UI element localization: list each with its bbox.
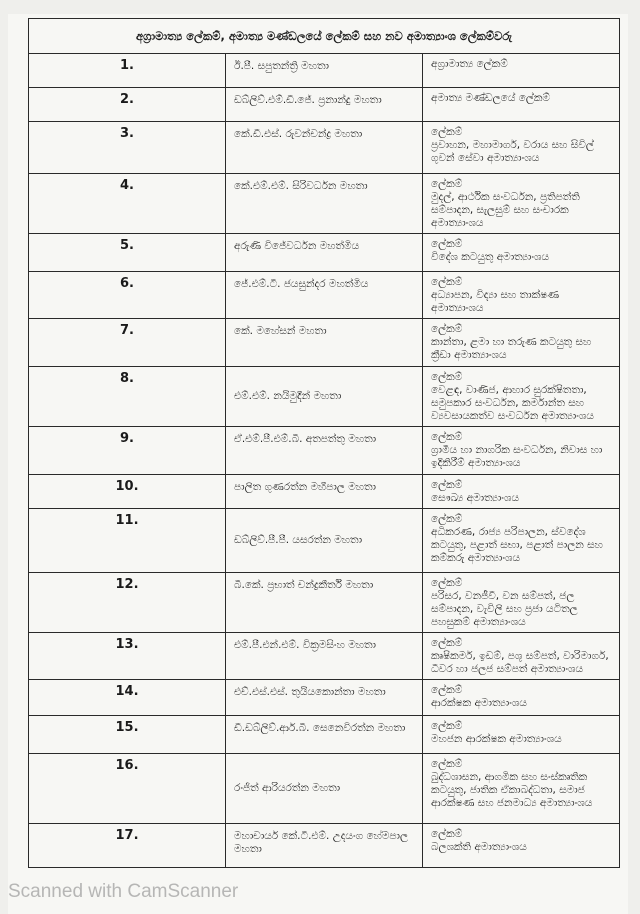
row-number: 3. bbox=[29, 122, 226, 174]
secretary-post: ලේකම් අධ්‍යාපන, විද්‍යා සහ තාක්ෂණ අමාත්‍යාංශය bbox=[423, 272, 620, 319]
secretary-name: අරුණි විජේවර්ධන මහත්මිය bbox=[226, 234, 423, 272]
secretary-post: ලේකම් ආරක්ෂක අමාත්‍යාංශය bbox=[423, 680, 620, 716]
secretary-post: ලේකම් මුදල්, ආර්ථික සංවර්ධන, ප්‍රතිපත්ති සම්පාදන, සැලසුම් සහ සංචාරක අමාත්‍යාංශය bbox=[423, 174, 620, 234]
secretary-name: ඊ.පී. සපුතන්ත්‍රි මහතා bbox=[226, 54, 423, 88]
secretary-post: ලේකම් වෙළඳ, වාණිජ, ආහාර සුරක්ෂිතතා, සමුපකාර සංවර්ධන, කර්මාන්ත සහ ව්‍යවසායකත්ව සංවර්ධන අමාත්‍යාංශය bbox=[423, 367, 620, 427]
secretary-name: ජේ.එම්.ටී. ජයසුන්දර මහත්මිය bbox=[226, 272, 423, 319]
secretary-post: ලේකම් ප්‍රවාහන, මහාමාර්ග, වරාය සහ සිවිල් ගුවන් සේවා අමාත්‍යාංශය bbox=[423, 122, 620, 174]
secretary-post: ලේකම් මහජන ආරක්ෂක අමාත්‍යාංශය bbox=[423, 716, 620, 754]
row-number: 9. bbox=[29, 427, 226, 475]
secretary-post: ලේකම් විදේශ කටයුතු අමාත්‍යාංශය bbox=[423, 234, 620, 272]
secretary-post: ලේකම් අධිකරණ, රාජ්‍ය පරිපාලන, ස්වදේශ කටයුතු, පළාත් සභා, පළාත් පාලන සහ කම්කරු අමාත්‍යාංශය bbox=[423, 509, 620, 573]
secretary-name: එච්.එස්.එස්. තුයියකොන්තා මහතා bbox=[226, 680, 423, 716]
table-row bbox=[29, 509, 620, 573]
row-number: 14. bbox=[29, 680, 226, 716]
secretary-name: කේ. මහේසන් මහතා bbox=[226, 319, 423, 367]
table-row bbox=[29, 680, 620, 716]
secretary-name: එම්.එම්. නයිමුදීන් මහතා bbox=[226, 367, 423, 427]
secretary-name: මහාචාර්ය කේ.ටී.එම්. උදයංග හේමපාල මහතා bbox=[226, 824, 423, 868]
table-row bbox=[29, 319, 620, 367]
table-row bbox=[29, 272, 620, 319]
row-number: 17. bbox=[29, 824, 226, 868]
secretary-post: ලේකම් සෞඛ්‍ය අමාත්‍යාංශය bbox=[423, 475, 620, 509]
table-row bbox=[29, 754, 620, 824]
secretary-name: පාලිත ගුණරත්න මහීපාල මහතා bbox=[226, 475, 423, 509]
row-number: 12. bbox=[29, 573, 226, 633]
row-number: 2. bbox=[29, 88, 226, 122]
table-row bbox=[29, 573, 620, 633]
row-number: 4. bbox=[29, 174, 226, 234]
secretary-post: අග්‍රාමාත්‍ය ලේකම් bbox=[423, 54, 620, 88]
secretary-post: ලේකම් බුද්ධශාසන, ආගමික සහ සංස්කෘතික කටයුතු, ජාතික ඒකාබද්ධතා, සමාජ ආරක්ෂණ සහ ජනමාධ්‍ය අමාත්‍යාංශය bbox=[423, 754, 620, 824]
row-number: 8. bbox=[29, 367, 226, 427]
secretary-post: ලේකම් කාන්තා, ළමා හා තරුණ කටයුතු සහ ක්‍රීඩා අමාත්‍යාංශය bbox=[423, 319, 620, 367]
row-number: 15. bbox=[29, 716, 226, 754]
secretary-name: බී.කේ. ප්‍රභාත් චන්ද්‍රකීර්ති මහතා bbox=[226, 573, 423, 633]
row-number: 16. bbox=[29, 754, 226, 824]
table-body bbox=[29, 54, 620, 868]
scanned-page bbox=[8, 14, 628, 914]
table-row bbox=[29, 824, 620, 868]
secretary-post: ලේකම් කෘෂිකර්ම, ඉඩම්, පශු සම්පත්, වාරිමාර්ග, ධීවර හා ජලජ සම්පත් අමාත්‍යාංශය bbox=[423, 633, 620, 680]
row-number: 5. bbox=[29, 234, 226, 272]
table-row bbox=[29, 88, 620, 122]
secretaries-table bbox=[28, 18, 620, 868]
secretary-post: අමාත්‍ය මණ්ඩලයේ ලේකම් bbox=[423, 88, 620, 122]
row-number: 10. bbox=[29, 475, 226, 509]
table-row bbox=[29, 716, 620, 754]
table-row bbox=[29, 367, 620, 427]
row-number: 11. bbox=[29, 509, 226, 573]
table-row bbox=[29, 122, 620, 174]
table-row bbox=[29, 475, 620, 509]
secretary-name: ඒ.එම්.පී.එම්.බී. අතපත්තු මහතා bbox=[226, 427, 423, 475]
camscanner-watermark: Scanned with CamScanner bbox=[8, 881, 239, 902]
row-number: 6. bbox=[29, 272, 226, 319]
table-row bbox=[29, 427, 620, 475]
secretary-name: ඩබ්ලිව්.එම්.ඩී.ජේ. ප්‍රනාන්දු මහතා bbox=[226, 88, 423, 122]
table-header: අග්‍රාමාත්‍ය ලේකම්, අමාත්‍ය මණ්ඩලයේ ලේකම් සහ නව අමාත්‍යාංශ ලේකම්වරු bbox=[29, 19, 620, 54]
secretary-name: ඩබ්ලිව්.පී.පී. යසරත්න මහතා bbox=[226, 509, 423, 573]
table-row bbox=[29, 234, 620, 272]
table-row bbox=[29, 633, 620, 680]
row-number: 1. bbox=[29, 54, 226, 88]
secretary-name: එම්.පී.එන්.එම්. වික්‍රමසිංහ මහතා bbox=[226, 633, 423, 680]
row-number: 13. bbox=[29, 633, 226, 680]
secretary-name: කේ.ඩී.එස්. රුවන්චන්ද්‍ර මහතා bbox=[226, 122, 423, 174]
secretary-name: රංජිත් ආරියරත්න මහතා bbox=[226, 754, 423, 824]
table-row bbox=[29, 54, 620, 88]
table-row bbox=[29, 174, 620, 234]
row-number: 7. bbox=[29, 319, 226, 367]
secretary-name: ඩී.ඩබ්ලිව්.ආර්.බී. සෙනෙවිරත්න මහතා bbox=[226, 716, 423, 754]
secretary-post: ලේකම් පරිසර, වනජීවී, වන සම්පත්, ජල සම්පාදන, වැවිලි සහ ප්‍රජා යටිතල පහසුකම් අමාත්‍යාංශය bbox=[423, 573, 620, 633]
secretary-post: ලේකම් ග්‍රාමීය හා නාගරික සංවර්ධන, නිවාස හා ඉදිකිරීම් අමාත්‍යාංශය bbox=[423, 427, 620, 475]
secretary-name: කේ.එම්.එම්. සිරිවර්ධන මහතා bbox=[226, 174, 423, 234]
secretary-post: ලේකම් බලශක්ති අමාත්‍යාංශය bbox=[423, 824, 620, 868]
